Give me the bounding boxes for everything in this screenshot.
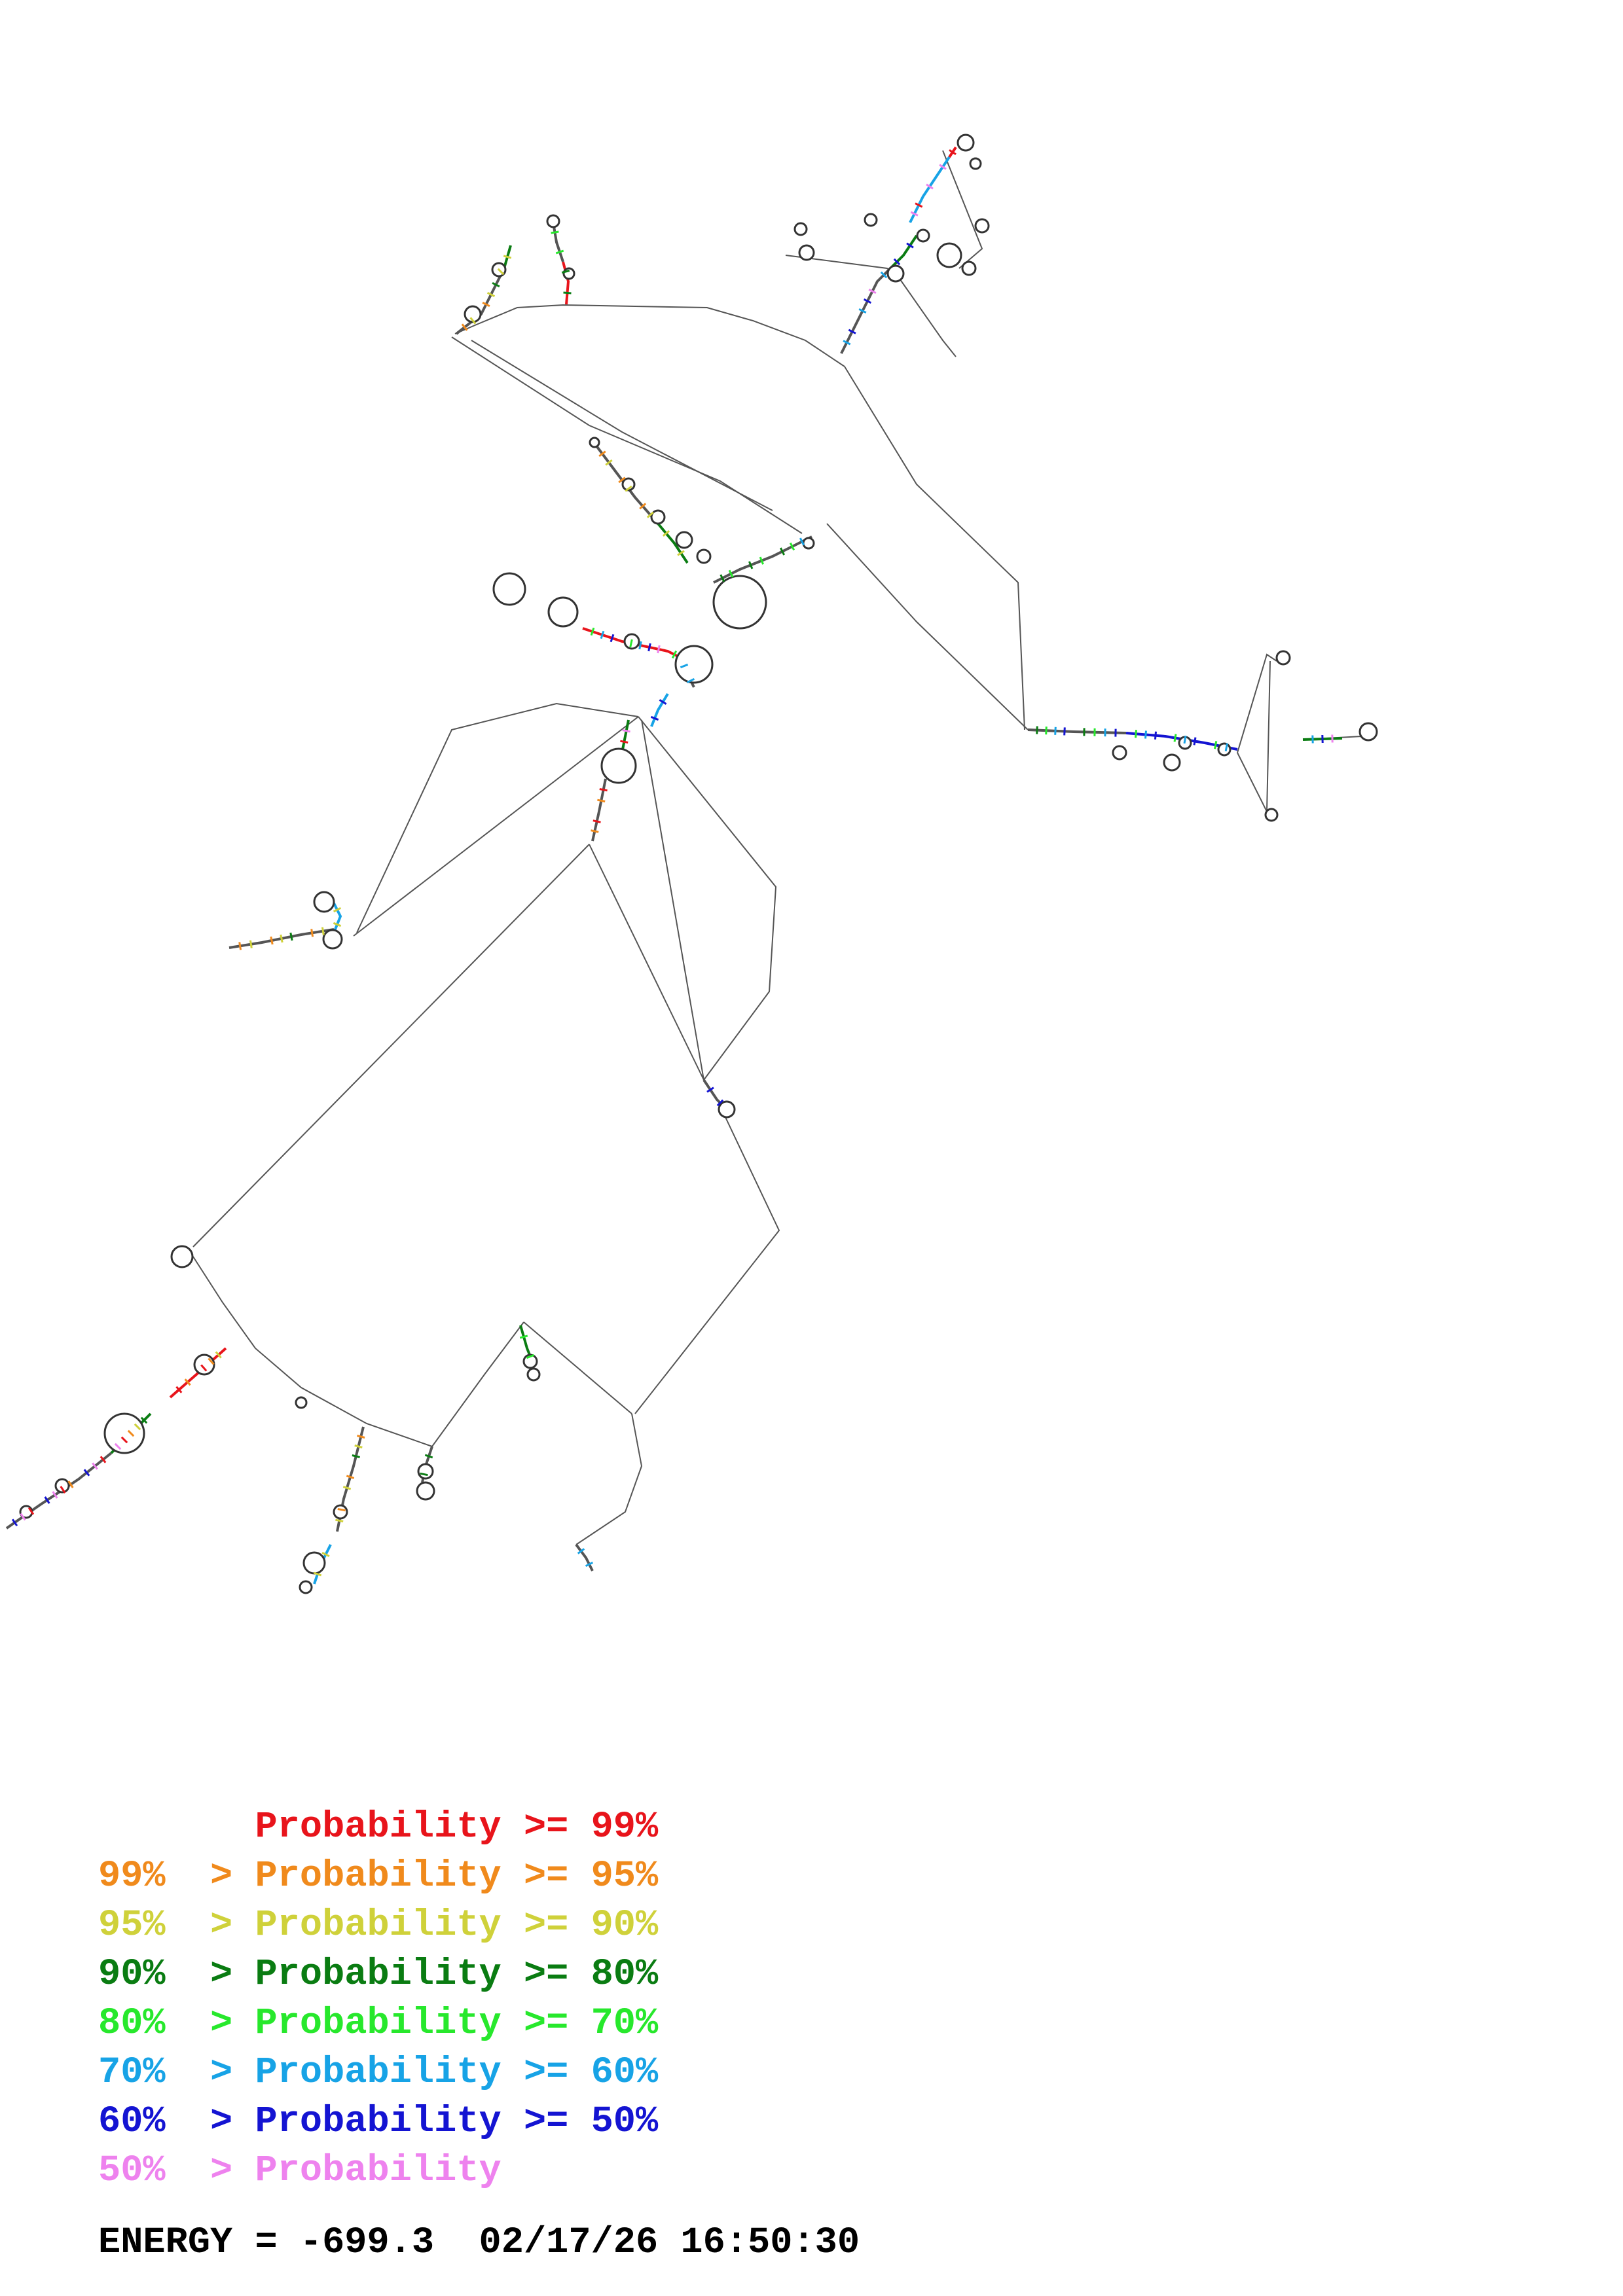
backbone-bottom-3: [524, 1322, 632, 1414]
backbone-center-4: [642, 720, 704, 1080]
legend-operator: >=: [501, 2052, 591, 2094]
legend-upper-bound: 90%: [591, 1905, 659, 1946]
loop: [590, 438, 599, 447]
base-pair-tick: [1046, 726, 1047, 734]
loop: [602, 749, 636, 783]
legend-separator: >: [210, 1905, 255, 1946]
base-pair-tick: [1175, 734, 1176, 742]
legend-upper-bound: 70%: [591, 2003, 659, 2045]
base-pair-tick: [611, 634, 613, 641]
backbone-lines: [193, 151, 1362, 1545]
base-pair-tick: [343, 1487, 350, 1490]
legend-row: [98, 1856, 658, 1897]
base-pair-tick: [322, 927, 323, 935]
backbone-diagonal-3: [845, 367, 1025, 730]
base-pair-tick: [591, 628, 594, 635]
legend-separator: >: [210, 2052, 255, 2094]
legend-operator: >=: [501, 1954, 591, 1996]
legend-upper-bound: 99%: [591, 1806, 659, 1848]
legend-separator: >: [210, 2101, 255, 2143]
legend-lower-bound: 80%: [98, 2003, 188, 2045]
loop: [976, 219, 989, 232]
loop: [549, 598, 577, 626]
legend-lower-bound: 99%: [98, 1856, 188, 1897]
base-pair-tick: [601, 631, 604, 638]
helix-stem: [622, 720, 629, 753]
base-pair-tick: [1194, 738, 1195, 745]
backbone-center-1: [357, 704, 638, 933]
legend-separator: >: [210, 2150, 255, 2192]
backbone-bottom-4: [576, 1414, 642, 1545]
base-pair-tick: [623, 730, 630, 732]
base-pair-tick: [600, 789, 608, 791]
base-pair-tick: [1215, 741, 1216, 749]
loop: [1360, 723, 1377, 740]
backbone-right-1: [1237, 655, 1277, 753]
loop: [865, 214, 877, 226]
legend-operator: >=: [501, 1806, 591, 1848]
base-pair-tick: [240, 942, 241, 950]
base-pair-tick: [760, 557, 763, 564]
helix-stem: [714, 537, 812, 583]
loop: [417, 1482, 434, 1499]
energy-footer: [98, 2222, 860, 2264]
base-pair-tick: [312, 929, 313, 937]
legend-upper-bound: 60%: [591, 2052, 659, 2094]
legend-upper-bound: 50%: [591, 2101, 659, 2143]
hairpin-and-internal-loops: [20, 135, 1377, 1593]
loop: [917, 230, 929, 242]
loop: [194, 1355, 214, 1374]
legend-label: Probability: [255, 1954, 501, 1996]
legend-label: Probability: [255, 1856, 501, 1897]
backbone-center-5: [589, 844, 704, 1080]
backbone-center-7: [635, 1106, 779, 1414]
backbone-diagonal-4: [827, 524, 1028, 730]
loop: [172, 1246, 192, 1267]
loop: [547, 215, 559, 227]
backbone-right-3: [1267, 661, 1270, 812]
loop: [314, 892, 334, 912]
legend-separator: >: [210, 2003, 255, 2045]
legend-row: [98, 2052, 658, 2094]
legend-label: Probability: [255, 2150, 501, 2192]
loop: [676, 646, 712, 683]
base-pair-tick: [291, 933, 292, 941]
loop: [714, 576, 766, 628]
helix-stem: [1028, 730, 1126, 733]
loop: [799, 245, 814, 260]
base-pair-tick: [425, 1455, 432, 1458]
base-pair-tick: [281, 935, 282, 942]
legend-label: Probability: [255, 1905, 501, 1946]
base-pair-tick: [649, 643, 651, 651]
legend-lower-bound: 70%: [98, 2052, 188, 2094]
legend-lower-bound: [98, 1806, 188, 1848]
backbone-top-arc: [455, 305, 845, 367]
legend-row: [98, 1806, 658, 1848]
loop: [1113, 746, 1126, 759]
loop: [105, 1414, 144, 1453]
backbone-topright-2: [897, 275, 956, 357]
time-stamp: 16:50:30: [680, 2222, 860, 2264]
legend-operator: >=: [501, 1905, 591, 1946]
base-pair-tick: [335, 1520, 343, 1521]
loop: [300, 1581, 312, 1593]
legend-row: [98, 2150, 501, 2192]
legend-separator: >: [210, 1856, 255, 1897]
loop: [418, 1464, 433, 1479]
base-pair-tick: [620, 741, 628, 742]
loop: [958, 135, 974, 151]
legend-row: [98, 2003, 658, 2045]
base-pair-tick: [352, 1456, 360, 1458]
loop: [803, 538, 814, 548]
legend-separator: [210, 1806, 255, 1848]
loop: [1266, 809, 1277, 821]
loop: [962, 262, 976, 275]
base-pair-tick: [658, 645, 660, 653]
loop: [888, 266, 903, 281]
helix-stem: [890, 236, 917, 268]
base-pair-tick: [346, 1476, 354, 1479]
legend-label: Probability: [255, 2052, 501, 2094]
loop: [1164, 755, 1180, 770]
helix-stem: [841, 268, 890, 353]
loop: [938, 243, 961, 267]
backbone-center-6: [193, 844, 589, 1247]
legend-operator: >=: [501, 1856, 591, 1897]
helix-stem: [651, 694, 668, 726]
loop: [334, 1505, 347, 1518]
loop: [304, 1552, 325, 1573]
legend-upper-bound: 95%: [591, 1856, 659, 1897]
base-pair-ticks: [12, 150, 1332, 1575]
legend-label: Probability: [255, 2101, 501, 2143]
backbone-center-3: [638, 717, 776, 1080]
probability-legend: [0, 1806, 1623, 2296]
legend-row: [98, 1954, 658, 1996]
legend-lower-bound: 60%: [98, 2101, 188, 2143]
base-pair-tick: [357, 1436, 365, 1438]
base-pair-tick: [333, 923, 340, 925]
loop: [719, 1102, 735, 1117]
legend-label: Probability: [255, 2003, 501, 2045]
legend-row: [98, 1905, 658, 1946]
base-pair-tick: [1184, 736, 1186, 744]
legend-label: Probability: [255, 1806, 501, 1848]
helix-stem: [553, 223, 563, 262]
loop: [676, 532, 692, 548]
base-pair-tick: [503, 256, 511, 258]
legend-lower-bound: 50%: [98, 2150, 188, 2192]
base-pair-tick: [271, 937, 272, 944]
base-pair-tick: [520, 1336, 528, 1338]
helix-stem: [576, 1545, 593, 1571]
loop: [970, 158, 981, 169]
loop: [1218, 744, 1230, 755]
base-pair-tick: [1037, 726, 1038, 734]
legend-operator: >=: [501, 2101, 591, 2143]
legend-row: [98, 2101, 658, 2143]
loop: [697, 550, 710, 563]
backbone-bottom-2: [432, 1322, 524, 1446]
base-pair-tick: [749, 562, 752, 569]
base-pair-tick: [591, 831, 599, 833]
loop: [494, 573, 525, 605]
backbone-bottom-arc: [193, 1257, 432, 1446]
base-pair-tick: [355, 1446, 363, 1448]
loop: [296, 1397, 306, 1408]
base-pair-tick: [1055, 727, 1056, 735]
loop: [528, 1369, 539, 1380]
base-pair-tick: [551, 232, 559, 233]
base-pair-tick: [1136, 730, 1137, 738]
base-pair-tick: [651, 717, 658, 719]
date-stamp: 02/17/26: [479, 2222, 659, 2264]
base-pair-tick: [250, 941, 251, 948]
legend-upper-bound: 80%: [591, 1954, 659, 1996]
loop: [323, 930, 342, 948]
backbone-right-2: [1237, 753, 1270, 818]
base-pair-tick: [556, 251, 563, 253]
legend-operator: >=: [501, 2003, 591, 2045]
base-pair-tick: [314, 1573, 321, 1575]
base-pair-tick: [597, 800, 605, 801]
energy-value: -699.3: [299, 2222, 435, 2264]
loop: [795, 223, 807, 235]
legend-lower-bound: 95%: [98, 1905, 188, 1946]
base-pair-tick: [593, 821, 601, 823]
legend-lower-bound: 90%: [98, 1954, 188, 1996]
loop: [1277, 651, 1290, 664]
legend-separator: >: [210, 1954, 255, 1996]
energy-label: ENERGY =: [98, 2222, 278, 2264]
